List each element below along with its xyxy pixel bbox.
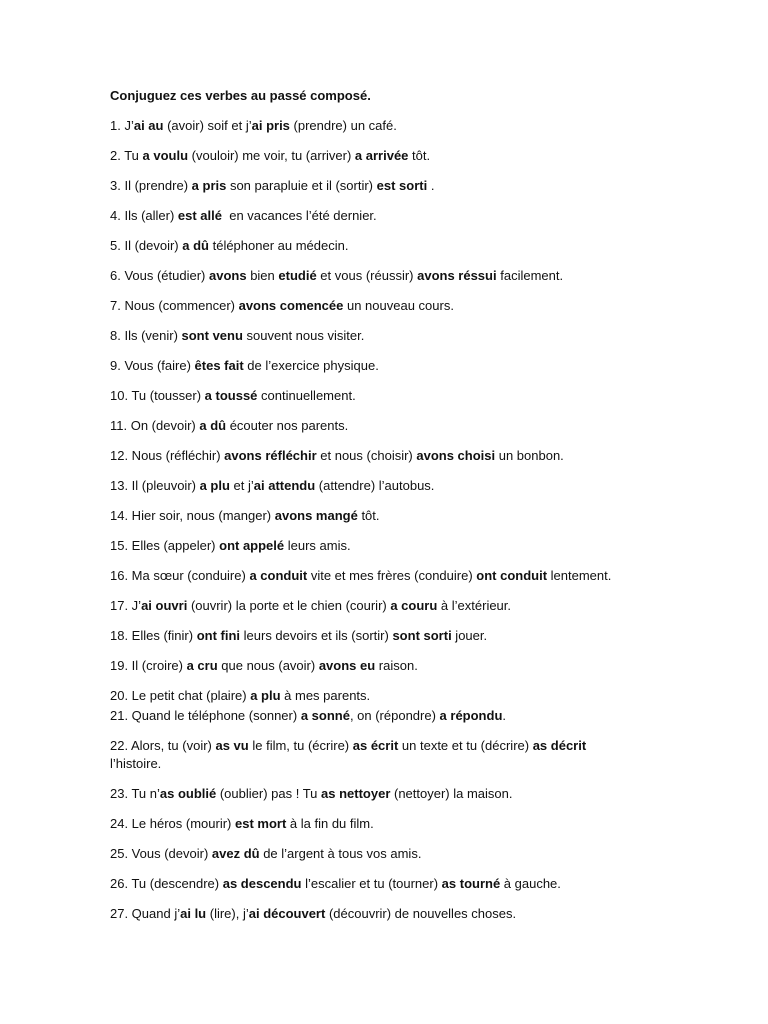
- prompt-text: .: [502, 708, 507, 723]
- exercise-line: [110, 737, 710, 773]
- prompt-text: 18. Elles (finir): [110, 628, 197, 643]
- answer-text: a dû: [199, 418, 227, 433]
- exercise-line: [110, 117, 710, 135]
- answer-text: ont appelé: [219, 538, 285, 553]
- prompt-text: (nettoyer) la maison.: [390, 786, 513, 801]
- exercise-line: [110, 905, 710, 923]
- answer-text: as nettoyer: [321, 786, 391, 801]
- prompt-text: un bonbon.: [495, 448, 564, 463]
- prompt-text: 2. Tu: [110, 148, 143, 163]
- exercise-line: [110, 477, 710, 495]
- answer-text: as décrit: [532, 738, 587, 753]
- exercise-line: [110, 267, 710, 285]
- prompt-text: tôt.: [408, 148, 431, 163]
- prompt-text: vite et mes frères (conduire): [307, 568, 477, 583]
- answer-text: ai au: [133, 118, 164, 133]
- worksheet-title: Conjuguez ces verbes au passé composé.: [110, 88, 371, 103]
- answer-text: sont sorti: [392, 628, 452, 643]
- answer-text: a plu: [199, 478, 230, 493]
- prompt-text: 8. Ils (venir): [110, 328, 182, 343]
- worksheet: [110, 87, 710, 935]
- prompt-text: 14. Hier soir, nous (manger): [110, 508, 275, 523]
- prompt-text: (ouvrir) la porte et le chien (courir): [187, 598, 391, 613]
- prompt-text: 25. Vous (devoir): [110, 846, 212, 861]
- answer-text: ont fini: [196, 628, 241, 643]
- answer-text: as écrit: [352, 738, 399, 753]
- prompt-text: en vacances l’été dernier.: [222, 208, 377, 223]
- prompt-text: facilement.: [496, 268, 564, 283]
- exercise-line: [110, 597, 710, 615]
- prompt-text: téléphoner au médecin.: [208, 238, 349, 253]
- prompt-text: 16. Ma sœur (conduire): [110, 568, 250, 583]
- prompt-text: l’histoire.: [110, 756, 162, 771]
- prompt-text: 6. Vous (étudier): [110, 268, 209, 283]
- answer-text: as descendu: [222, 876, 302, 891]
- answer-text: sont venu: [181, 328, 243, 343]
- exercise-line: [110, 537, 710, 555]
- exercise-line: [110, 845, 710, 863]
- prompt-text: bien: [246, 268, 279, 283]
- answer-text: a pris: [191, 178, 227, 193]
- answer-text: avez dû: [211, 846, 260, 861]
- prompt-text: (oublier) pas ! Tu: [216, 786, 322, 801]
- exercise-line: [110, 657, 710, 675]
- prompt-text: souvent nous visiter.: [242, 328, 365, 343]
- exercise-line: [110, 707, 710, 725]
- answer-text: as tourné: [441, 876, 501, 891]
- prompt-text: et j’: [229, 478, 254, 493]
- answer-text: avons choisi: [416, 448, 496, 463]
- answer-text: avons: [209, 268, 247, 283]
- answer-text: est mort: [235, 816, 287, 831]
- answer-text: as vu: [215, 738, 249, 753]
- answer-text: ai ouvri: [141, 598, 188, 613]
- prompt-text: 19. Il (croire): [110, 658, 187, 673]
- prompt-text: de l’exercice physique.: [243, 358, 379, 373]
- exercise-line: [110, 207, 710, 225]
- prompt-text: 9. Vous (faire): [110, 358, 195, 373]
- answer-text: a plu: [250, 688, 281, 703]
- prompt-text: 20. Le petit chat (plaire): [110, 688, 251, 703]
- answer-text: ai lu: [180, 906, 207, 921]
- answer-text: avons eu: [318, 658, 376, 673]
- prompt-text: 23. Tu n’: [110, 786, 160, 801]
- exercise-line: [110, 507, 710, 525]
- prompt-text: .: [427, 178, 435, 193]
- prompt-text: un nouveau cours.: [343, 298, 454, 313]
- answer-text: as oublié: [159, 786, 217, 801]
- prompt-text: écouter nos parents.: [226, 418, 349, 433]
- prompt-text: que nous (avoir): [217, 658, 319, 673]
- answer-text: est sorti: [376, 178, 428, 193]
- answer-text: etudié: [278, 268, 317, 283]
- prompt-text: (découvrir) de nouvelles choses.: [325, 906, 517, 921]
- prompt-text: tôt.: [357, 508, 380, 523]
- answer-text: est allé: [177, 208, 222, 223]
- prompt-text: un texte et tu (décrire): [398, 738, 533, 753]
- answer-text: ont conduit: [476, 568, 548, 583]
- prompt-text: 13. Il (pleuvoir): [110, 478, 200, 493]
- prompt-text: 7. Nous (commencer): [110, 298, 239, 313]
- answer-text: avons comencée: [238, 298, 344, 313]
- prompt-text: leurs amis.: [284, 538, 351, 553]
- prompt-text: 24. Le héros (mourir): [110, 816, 235, 831]
- prompt-text: (attendre) l’autobus.: [315, 478, 435, 493]
- exercise-line: [110, 627, 710, 645]
- prompt-text: à la fin du film.: [286, 816, 374, 831]
- answer-text: a cru: [186, 658, 218, 673]
- prompt-text: à l’extérieur.: [437, 598, 512, 613]
- exercise-line: [110, 147, 710, 165]
- exercise-line: [110, 357, 710, 375]
- prompt-text: continuellement.: [257, 388, 356, 403]
- prompt-text: et nous (choisir): [316, 448, 417, 463]
- prompt-text: 17. J’: [110, 598, 142, 613]
- prompt-text: 15. Elles (appeler): [110, 538, 220, 553]
- answer-text: êtes fait: [194, 358, 244, 373]
- prompt-text: 3. Il (prendre): [110, 178, 192, 193]
- answer-text: a répondu: [439, 708, 503, 723]
- exercise-line: [110, 177, 710, 195]
- prompt-text: 21. Quand le téléphone (sonner): [110, 708, 301, 723]
- answer-text: avons réssui: [417, 268, 497, 283]
- answer-text: a couru: [390, 598, 438, 613]
- prompt-text: 11. On (devoir): [110, 418, 200, 433]
- prompt-text: à mes parents.: [280, 688, 371, 703]
- exercise-line: [110, 687, 710, 705]
- answer-text: a toussé: [204, 388, 258, 403]
- prompt-text: à gauche.: [500, 876, 561, 891]
- answer-text: avons réfléchir: [224, 448, 317, 463]
- exercise-line: [110, 297, 710, 315]
- prompt-text: jouer.: [451, 628, 488, 643]
- prompt-text: lentement.: [547, 568, 612, 583]
- prompt-text: l’escalier et tu (tourner): [301, 876, 442, 891]
- answer-text: a sonné: [300, 708, 350, 723]
- prompt-text: (prendre) un café.: [289, 118, 397, 133]
- prompt-text: son parapluie et il (sortir): [226, 178, 377, 193]
- prompt-text: 22. Alors, tu (voir): [110, 738, 216, 753]
- exercise-line: [110, 567, 710, 585]
- answer-text: ai découvert: [248, 906, 326, 921]
- answer-text: a conduit: [249, 568, 308, 583]
- answer-text: a dû: [182, 238, 209, 253]
- prompt-text: leurs devoirs et ils (sortir): [240, 628, 393, 643]
- prompt-text: 27. Quand j’: [110, 906, 181, 921]
- exercise-list: [110, 117, 710, 923]
- prompt-text: (vouloir) me voir, tu (arriver): [188, 148, 355, 163]
- answer-text: ai pris: [251, 118, 290, 133]
- answer-text: a voulu: [142, 148, 189, 163]
- prompt-text: 5. Il (devoir): [110, 238, 183, 253]
- prompt-text: raison.: [375, 658, 418, 673]
- prompt-text: de l’argent à tous vos amis.: [259, 846, 422, 861]
- answer-text: ai attendu: [253, 478, 316, 493]
- exercise-line: [110, 875, 710, 893]
- prompt-text: 1. J’: [110, 118, 134, 133]
- prompt-text: et vous (réussir): [316, 268, 418, 283]
- prompt-text: , on (répondre): [349, 708, 440, 723]
- prompt-text: (avoir) soif et j’: [163, 118, 252, 133]
- answer-text: avons mangé: [274, 508, 358, 523]
- exercise-line: [110, 327, 710, 345]
- prompt-text: 12. Nous (réfléchir): [110, 448, 225, 463]
- exercise-line: [110, 417, 710, 435]
- exercise-line: [110, 387, 710, 405]
- exercise-line: [110, 815, 710, 833]
- prompt-text: (lire), j’: [206, 906, 249, 921]
- answer-text: a arrivée: [354, 148, 409, 163]
- exercise-line: [110, 447, 710, 465]
- exercise-line: [110, 785, 710, 803]
- prompt-text: 10. Tu (tousser): [110, 388, 205, 403]
- prompt-text: 4. Ils (aller): [110, 208, 178, 223]
- prompt-text: le film, tu (écrire): [248, 738, 353, 753]
- exercise-line: [110, 237, 710, 255]
- prompt-text: 26. Tu (descendre): [110, 876, 223, 891]
